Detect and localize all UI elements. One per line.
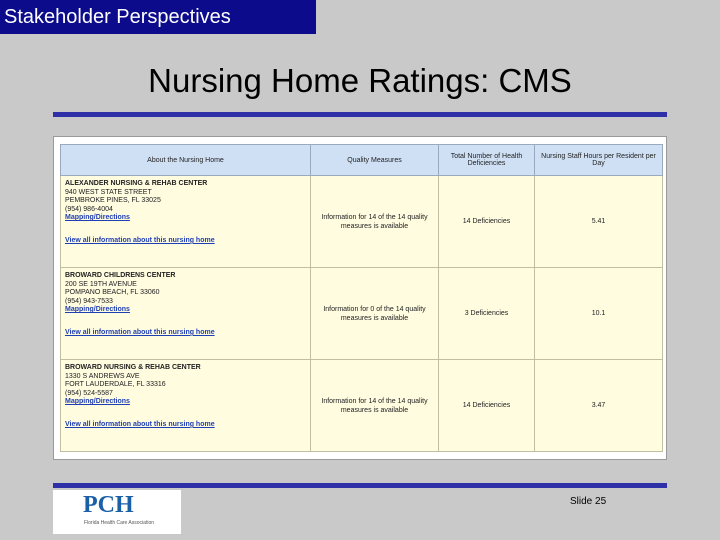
deficiencies-cell: 14 Deficiencies: [439, 360, 535, 452]
facility-info: [61, 268, 311, 360]
mapping-directions-link[interactable]: Mapping/Directions: [65, 306, 130, 314]
staff-hours-cell: 3.47: [535, 360, 663, 452]
quality-measures-cell: Information for 0 of the 14 quality measures is available: [311, 268, 439, 360]
facility-city: PEMBROKE PINES, FL 33025: [65, 197, 161, 205]
mapping-directions-link[interactable]: Mapping/Directions: [65, 398, 130, 406]
staff-hours-cell: 10.1: [535, 268, 663, 360]
column-header-staff-hours: Nursing Staff Hours per Resident per Day: [535, 145, 663, 176]
slide-number: Slide 25: [570, 496, 607, 507]
bottom-divider: [53, 483, 667, 488]
column-header-deficiencies: Total Number of Health Deficiencies: [439, 145, 535, 176]
logo-wordmark: PCH: [83, 492, 134, 518]
facility-info: [61, 360, 311, 452]
facility-address: 1330 S ANDREWS AVE: [65, 372, 140, 380]
facility-name: BROWARD CHILDRENS CENTER: [65, 272, 176, 279]
logo-subtitle: Florida Health Care Association: [83, 520, 155, 526]
facility-address: 200 SE 19TH AVENUE: [65, 280, 137, 288]
facility-city: POMPANO BEACH, FL 33060: [65, 289, 160, 297]
quality-measures-cell: Information for 14 of the 14 quality measures is available: [311, 176, 439, 268]
facility-info: [61, 176, 311, 268]
facility-phone: (954) 986-4004: [65, 205, 113, 213]
facility-city: FORT LAUDERDALE, FL 33316: [65, 381, 166, 389]
facility-name: BROWARD NURSING & REHAB CENTER: [65, 364, 201, 371]
view-all-info-link[interactable]: View all information about this nursing home: [65, 420, 215, 428]
facility-phone: (954) 524-5587: [65, 389, 113, 397]
view-all-info-link[interactable]: View all information about this nursing home: [65, 328, 215, 336]
column-header-about: About the Nursing Home: [61, 145, 311, 176]
facility-phone: (954) 943-7533: [65, 297, 113, 305]
quality-measures-cell: Information for 14 of the 14 quality measures is available: [311, 360, 439, 452]
table-row: [61, 268, 663, 360]
section-label: Stakeholder Perspectives: [0, 0, 316, 34]
ratings-screenshot: [53, 136, 667, 460]
top-divider: [53, 112, 667, 117]
mapping-directions-link[interactable]: Mapping/Directions: [65, 214, 130, 222]
facility-address: 940 WEST STATE STREET: [65, 188, 152, 196]
pch-logo: [53, 490, 181, 534]
deficiencies-cell: 14 Deficiencies: [439, 176, 535, 268]
table-row: [61, 360, 663, 452]
column-header-quality: Quality Measures: [311, 145, 439, 176]
table-row: [61, 176, 663, 268]
deficiencies-cell: 3 Deficiencies: [439, 268, 535, 360]
table-header-row: [61, 145, 663, 176]
view-all-info-link[interactable]: View all information about this nursing home: [65, 236, 215, 244]
facility-name: ALEXANDER NURSING & REHAB CENTER: [65, 180, 208, 187]
staff-hours-cell: 5.41: [535, 176, 663, 268]
slide-title: Nursing Home Ratings: CMS: [148, 62, 572, 99]
ratings-table: [60, 144, 663, 452]
